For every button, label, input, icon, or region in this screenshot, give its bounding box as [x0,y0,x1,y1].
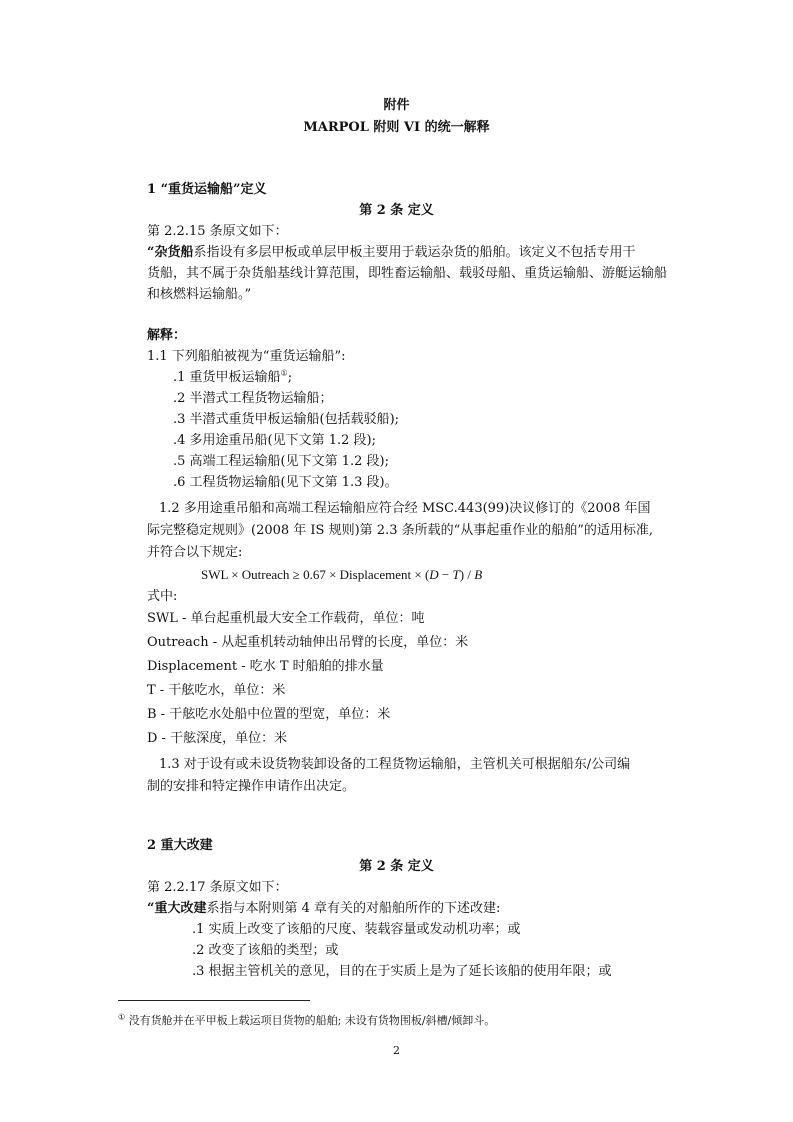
paragraph-1-2-line-3: 并符合以下规定: [147,545,243,560]
list-item: .5 高端工程运输船(见下文第 1.2 段); [173,454,389,469]
list-item-tail: ; [287,370,293,385]
quote-text: 系指与本附则第 4 章有关的对船舶所作的下述改建: [206,901,501,916]
formula-div: ) / [459,567,475,582]
footnote [118,1012,495,1030]
section-1-article-heading: 第 2 条 定义 [359,203,434,218]
definition-item: Outreach - 从起重机转动轴伸出吊臂的长度，单位：米 [147,635,469,650]
section-1-heading: 1 “重货运输船”定义 [147,182,267,197]
interpretation-label: 解释： [147,328,187,343]
section-2-intro: 第 2.2.17 条原文如下： [147,880,288,895]
quote-line-2: 货船，其不属于杂货船基线计算范围，即牲畜运输船、载驳母船、重货运输船、游艇运输船 [147,266,668,281]
paragraph-1-2-line-2: 际完整稳定规则》(2008 年 IS 规则)第 2.3 条所载的“从事起重作业的船舶”的适用标准, [147,523,654,538]
footnote-ref: ① [280,368,288,378]
paragraph-1-1: 1.1 下列船舶被视为“重货运输船”: [147,349,346,364]
quote-term: “重大改建 [147,901,207,916]
footnote-text: 没有货舱并在平甲板上载运项目货物的船舶; 未设有货物围板/斜槽/倾卸斗。 [125,1014,496,1027]
section-1-intro: 第 2.2.15 条原文如下： [147,224,288,239]
definition-item: B - 干舷吃水处船中位置的型宽，单位：米 [147,707,391,722]
definition-item: T - 干舷吃水，单位：米 [147,683,286,698]
list-item: .3 半潜式重货甲板运输船(包括载驳船); [173,412,400,427]
footnote-mark: ① [118,1012,126,1022]
list-item: .3 根据主管机关的意见，目的在于实质上是为了延长该船的使用年限；或 [192,964,612,979]
formula-left: SWL × Outreach ≥ 0.67 × Displacement × ( [201,567,430,582]
definition-item: D - 干舷深度，单位：米 [147,731,288,746]
document-title: 附件 [383,98,410,113]
list-item [173,369,292,387]
paragraph-1-3-line-2: 制的安排和特定操作申请作出决定。 [147,779,356,794]
footnote-separator [118,1000,310,1001]
where-label: 式中: [147,589,178,604]
quote-line-1 [147,244,636,262]
formula [201,566,482,584]
quote-term: “杂货船 [147,245,194,260]
definition-item: SWL - 单台起重机最大安全工作载荷，单位：吨 [147,611,425,626]
quote-text-1: 系指设有多层甲板或单层甲板主要用于载运杂货的船舶。该定义不包括专用干 [193,245,636,260]
paragraph-1-2-line-1: 1.2 多用途重吊船和高端工程运输船应符合经 MSC.443(99)决议修订的《2008 年国 [159,501,651,516]
definition-item: Displacement - 吃水 T 时船舶的排水量 [147,659,384,674]
quote-line-3: 和核燃料运输船。” [147,287,252,302]
formula-b: B [474,567,483,582]
list-item: .2 改变了该船的类型；或 [192,943,339,958]
page-number: 2 [393,1044,400,1057]
list-item: .2 半潜式工程货物运输船； [173,391,333,406]
paragraph-1-3-line-1: 1.3 对于设有或未设货物装卸设备的工程货物运输船，主管机关可根据船东/公司编 [159,757,631,772]
list-item-text: .1 重货甲板运输船 [173,370,281,385]
list-item: .6 工程货物运输船(见下文第 1.3 段)。 [173,475,398,490]
document-subtitle: MARPOL 附则 VI 的统一解释 [303,120,490,135]
list-item: .4 多用途重吊船(见下文第 1.2 段); [173,433,376,448]
formula-d: D [429,567,439,582]
formula-t: T [452,567,460,582]
list-item: .1 实质上改变了该船的尺度、装载容量或发动机功率；或 [192,922,521,937]
section-2-quote [147,900,500,918]
section-2-article-heading: 第 2 条 定义 [359,859,434,874]
section-2-heading: 2 重大改建 [147,838,213,853]
formula-minus: − [438,567,453,582]
